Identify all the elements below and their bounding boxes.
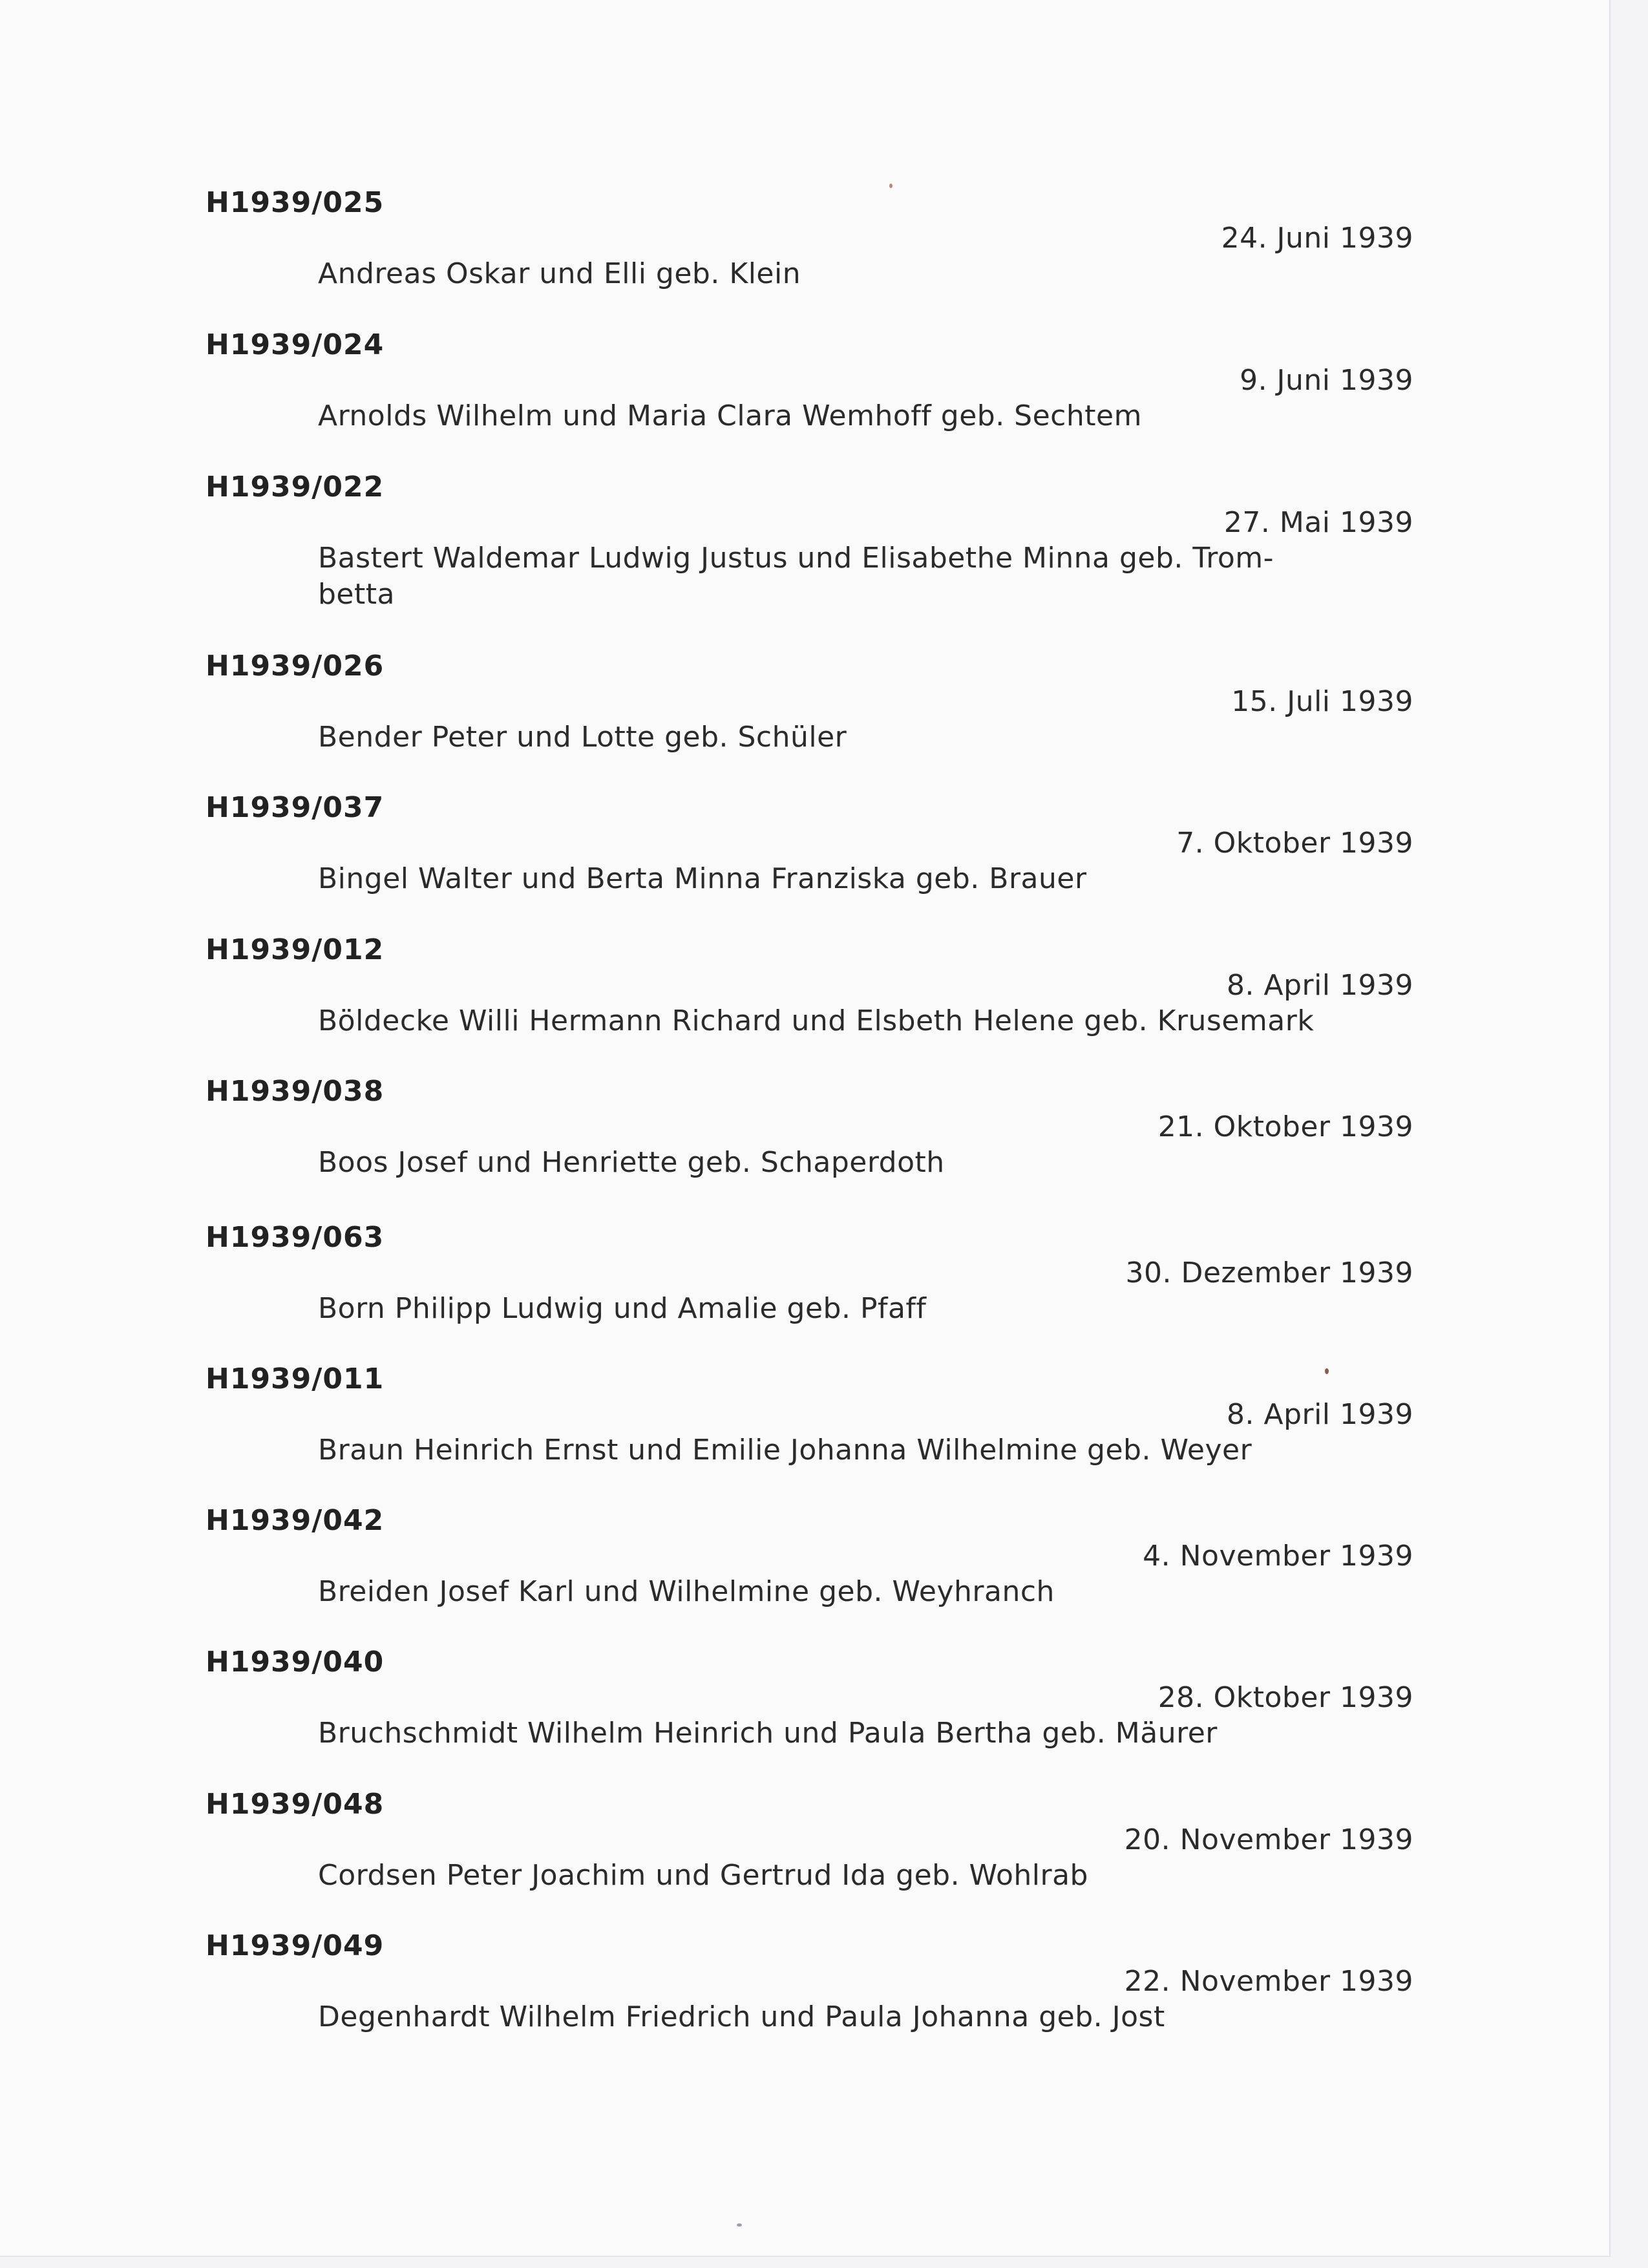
entry-names: Braun Heinrich Ernst und Emilie Johanna Wilhelmine geb. Weyer [318, 1434, 1252, 1467]
entry-date: 4. November 1939 [1143, 1540, 1413, 1573]
entry-date: 7. Oktober 1939 [1176, 827, 1413, 860]
entry-code: H1939/025 [206, 186, 385, 219]
entry-date: 8. April 1939 [1227, 1398, 1413, 1431]
entry-date: 24. Juni 1939 [1221, 222, 1413, 255]
entry-date: 27. Mai 1939 [1223, 506, 1413, 539]
entry-names: Bruchschmidt Wilhelm Heinrich und Paula Bertha geb. Mäurer [318, 1717, 1218, 1750]
entry-date: 30. Dezember 1939 [1125, 1256, 1413, 1289]
entry-date: 15. Juli 1939 [1231, 685, 1413, 718]
entry-code: H1939/042 [206, 1504, 385, 1537]
entry-code: H1939/048 [206, 1788, 385, 1821]
entry-code: H1939/012 [206, 933, 385, 966]
entry-date: 9. Juni 1939 [1240, 364, 1413, 397]
entry-names: Born Philipp Ludwig und Amalie geb. Pfaff [318, 1292, 927, 1325]
entry-code: H1939/026 [206, 650, 385, 683]
entry-names: Cordsen Peter Joachim und Gertrud Ida geb. Wohlrab [318, 1859, 1088, 1892]
entry-names: Degenhardt Wilhelm Friedrich und Paula Johanna geb. Jost [318, 2000, 1165, 2033]
paper-speck [737, 2223, 742, 2227]
entry-names: Bender Peter und Lotte geb. Schüler [318, 721, 847, 754]
entry-names: Arnolds Wilhelm und Maria Clara Wemhoff geb. Sechtem [318, 399, 1142, 432]
entry-names: Bastert Waldemar Ludwig Justus und Elisabethe Minna geb. Trom- betta [318, 542, 1274, 611]
entry-names: Bingel Walter und Berta Minna Franziska geb. Brauer [318, 862, 1087, 895]
entry-date: 28. Oktober 1939 [1157, 1681, 1413, 1714]
entry-date: 20. November 1939 [1124, 1823, 1413, 1856]
entry-date: 22. November 1939 [1124, 1965, 1413, 1998]
entry-code: H1939/038 [206, 1075, 385, 1108]
entry-code: H1939/040 [206, 1646, 385, 1679]
entry-names: Andreas Oskar und Elli geb. Klein [318, 257, 801, 290]
entry-code: H1939/063 [206, 1221, 385, 1254]
entry-date: 21. Oktober 1939 [1157, 1110, 1413, 1143]
entry-names: Böldecke Willi Hermann Richard und Elsbeth Helene geb. Krusemark [318, 1004, 1315, 1037]
entry-names: Breiden Josef Karl und Wilhelmine geb. Weyhranch [318, 1575, 1055, 1608]
entry-code: H1939/022 [206, 471, 385, 503]
entry-date: 8. April 1939 [1227, 969, 1413, 1002]
entry-code: H1939/049 [206, 1929, 385, 1962]
entry-code: H1939/037 [206, 791, 385, 824]
entry-code: H1939/011 [206, 1362, 385, 1395]
paper-speck [1325, 1368, 1329, 1374]
paper-speck [889, 184, 893, 188]
entry-names: Boos Josef und Henriette geb. Schaperdoth [318, 1146, 945, 1179]
entry-code: H1939/024 [206, 328, 385, 361]
